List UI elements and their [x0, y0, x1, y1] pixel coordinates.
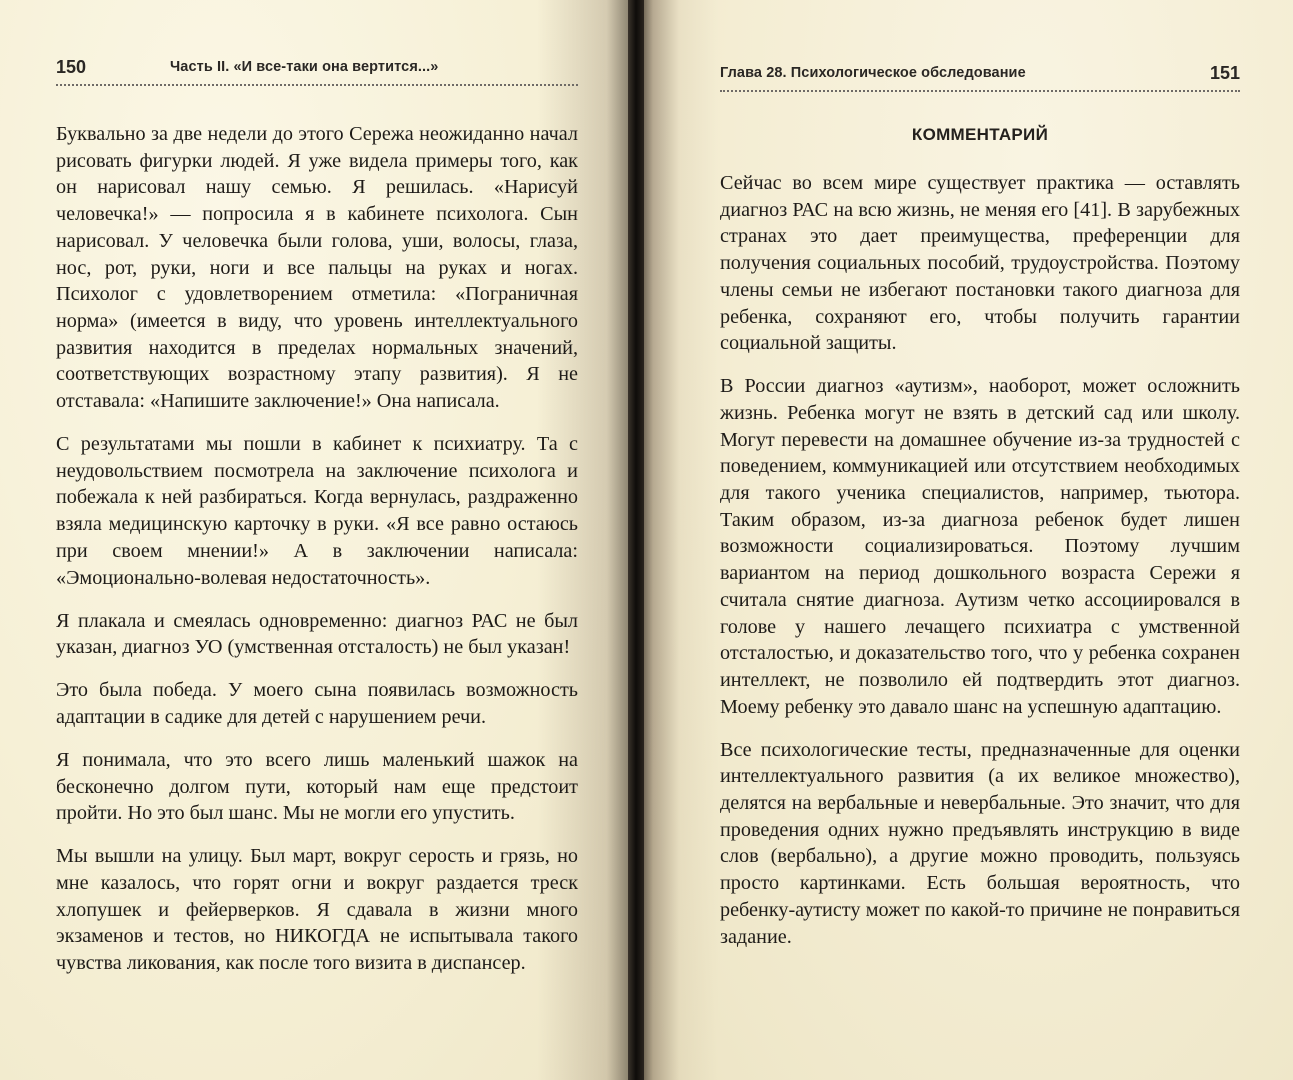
right-page-header	[720, 58, 1240, 88]
paragraph: Мы вышли на улицу. Был март, вокруг серость и грязь, но мне казалось, что горят огни и вокруг раздается треск хлопушек и фейерверков. Я сдавала в жизни много экзаменов и тестов, но НИКОГДА не испытывала такого чувства ликования, как после того визита в диспансер.	[56, 845, 578, 975]
running-head: Часть II. «И все-таки она вертится...»	[170, 59, 439, 75]
section-heading: КОММЕНТАРИЙ	[911, 125, 1049, 144]
header-rule	[720, 90, 1240, 92]
right-page	[640, 0, 1293, 1080]
paragraph: Я плакала и смеялась одновременно: диагноз РАС не был указан, диагноз УО (умственная отсталость) не был указан!	[56, 609, 578, 659]
left-page	[0, 0, 632, 1080]
page-number: 150	[56, 56, 87, 77]
paragraph: Буквально за две недели до этого Сережа неожиданно начал рисовать фигурки людей. Я уже видела примеры того, как он нарисовал нашу семью. Я решилась. «Нарисуй человечка!» — попросила я в кабинете психолога. Сын нарисовал. У человечка были голова, уши, волосы, глаза, нос, рот, руки, ноги и все пальцы на руках и ногах. Психолог с удовлетворением отметила: «Пограничная норма» (имеется в виду, что уровень интеллектуального развития находится в пределах нормальных значений, соответствующих возрастному этапу развития). Я не отставала: «Напишите заключение!» Она написала.	[56, 123, 578, 413]
right-page-body	[720, 170, 1240, 967]
paragraph: Это была победа. У моего сына появилась возможность адаптации в садике для детей с нарушением речи.	[56, 679, 578, 728]
paragraph: Сейчас во всем мире существует практика — оставлять диагноз РАС на всю жизнь, не меняя его [41]. В зарубежных странах это дает преимущества, преференции для получения социальных пособий, трудоустройства. Поэтому члены семьи не избегают постановки такого диагноза для ребенка, сохраняют его, чтобы получить гарантии социальной защиты.	[720, 172, 1240, 355]
paragraph: В России диагноз «аутизм», наоборот, может осложнить жизнь. Ребенка могут не взять в детский сад или школу. Могут перевести на домашнее обучение из-за трудностей с поведением, коммуникацией или отсутствием необходимых для такого ученика специалистов, например, тьютора. Таким образом, из-за диагноза ребенок будет лишен возможности социализироваться. Поэтому лучшим вариантом на период дошкольного возраста Сережи я считала снятие диагноза. Аутизм четко ассоциировался в голове у нашего лечащего психиатра с умственной отсталостью, и доказательство того, что у ребенка сохранен интеллект, не позволило ей подтвердить этот диагноз. Моему ребенку это давало шанс на успешную адаптацию.	[720, 375, 1240, 718]
left-page-header	[56, 52, 578, 82]
book-spine-gutter	[628, 0, 644, 1080]
paragraph: Я понимала, что это всего лишь маленький шажок на бесконечно долгом пути, который нам еще предстоит пройти. Но это был шанс. Мы не могли его упустить.	[56, 748, 578, 825]
paragraph: Все психологические тесты, предназначенные для оценки интеллектуального развития (а их великое множество), делятся на вербальные и невербальные. Это значит, что для проведения одних нужно предъявлять инструкцию в виде слов (вербально), а другие можно проводить, пользуясь просто картинками. Есть большая вероятность, что ребенку-аутисту может по какой-то причине не понравиться задание.	[720, 738, 1240, 948]
left-page-body	[56, 121, 578, 993]
header-rule	[56, 84, 578, 86]
paragraph: С результатами мы пошли в кабинет к психиатру. Та с неудовольствием посмотрела на заключение психолога и побежала к ней разбираться. Когда вернулась, раздраженно взяла медицинскую карточку в руки. «Я все равно остаюсь при своем мнении!» А в заключении написала: «Эмоционально-волевая недостаточность».	[56, 433, 578, 589]
running-head: Глава 28. Психологическое обследование	[720, 65, 1026, 81]
page-number: 151	[1209, 62, 1240, 83]
